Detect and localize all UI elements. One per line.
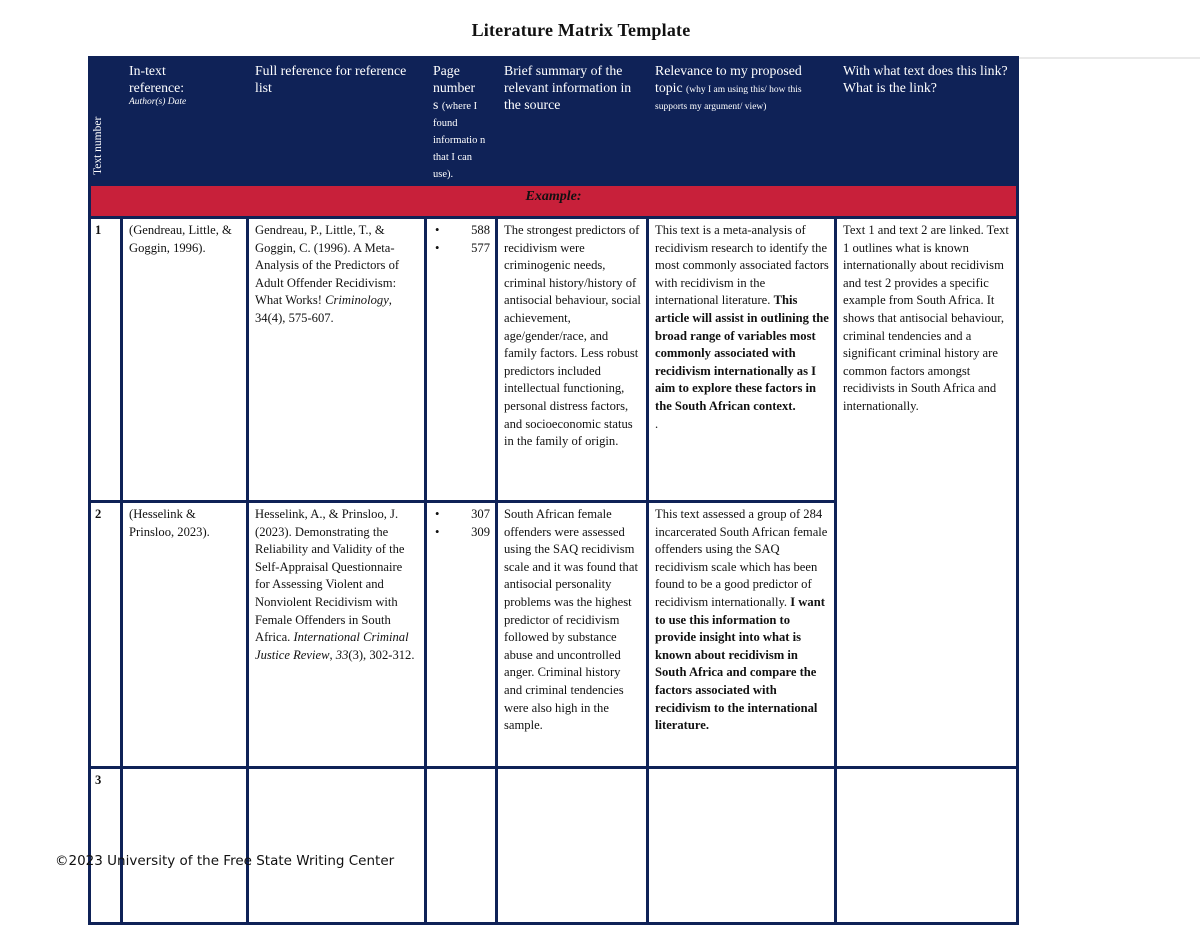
- row-empty-cell: [836, 768, 1018, 924]
- row-relevance-text: This text is a meta-analysis of recidivism research to identify the most commonly associated factors with recidivism in the international literature.: [655, 223, 829, 308]
- row-intext: (Gendreau, Little, & Goggin, 1996).: [122, 218, 248, 502]
- literature-matrix-table: [88, 56, 1019, 925]
- header-page-number-s: s: [433, 97, 439, 112]
- row-summary: The strongest predictors of recidivism were criminogenic needs, criminal history/history of antisocial behaviour, social achievement, age/gender/race, and family factors. Less robust predictors included intellectual functioning, personal distress factors, and socioeconomic status in the family of origin.: [497, 218, 648, 502]
- row-empty-cell: [248, 768, 426, 924]
- row-empty-cell: [122, 768, 248, 924]
- header-intext-line1: In-text: [129, 63, 166, 78]
- page-number: • 309: [471, 524, 490, 539]
- row-full-ref-text: Gendreau, P., Little, T., & Goggin, C. (1996). A Meta-Analysis of the Predictors of Adult Offender Recidivism: What Works!: [255, 223, 400, 308]
- row-summary: South African female offenders were assessed using the SAQ recidivism scale and it was found that antisocial personality problems was the highest predictor of recidivism followed by substance abuse and uncontrolled anger. Criminal history and criminal tendencies were also high in the sample.: [497, 502, 648, 768]
- header-link-line1: With what text does this link?: [843, 63, 1008, 78]
- row-pages: [426, 502, 497, 768]
- header-relevance: [648, 58, 836, 185]
- header-intext-sub: Author(s) Date: [129, 97, 187, 107]
- row-relevance-emphasis: This article will assist in outlining the broad range of variables most commonly associated with recidivism internationally as I aim to explore these factors in the South African context.: [655, 293, 829, 413]
- page-title: Literature Matrix Template: [471, 20, 691, 40]
- header-full-ref: Full reference for reference list: [248, 58, 426, 185]
- row-full-ref-tail: (3), 302-312.: [348, 647, 415, 662]
- row-number: 2: [90, 502, 122, 768]
- row-full-ref-tail: , 34(4), 575-607.: [255, 293, 392, 325]
- row-intext: (Hesselink & Prinsloo, 2023).: [122, 502, 248, 768]
- footer-copyright: ©2023 University of the Free State Writing Center: [55, 853, 395, 869]
- row-relevance: [648, 502, 836, 768]
- header-intext-line2: reference:: [129, 80, 185, 95]
- row-number: 3: [90, 768, 122, 924]
- row-relevance: [648, 218, 836, 502]
- row-relevance-tail: .: [655, 416, 659, 431]
- row-full-ref-text: Hesselink, A., & Prinsloo, J. (2023). Demonstrating the Reliability and Validity of the Self-Appraisal Questionnaire for Assessing Violent and Nonviolent Recidivism with Female Offenders in South Africa.: [255, 507, 405, 645]
- row-pages: [426, 218, 497, 502]
- row-full-ref-journal: Criminology: [325, 293, 389, 308]
- table-header-row: [90, 58, 1018, 185]
- row-empty-cell: [426, 768, 497, 924]
- row-full-ref: [248, 502, 426, 768]
- header-page-number-sub: (where I found informatio n that I can use).: [433, 101, 486, 180]
- header-page-number: [426, 58, 497, 185]
- table-row: [90, 218, 1018, 502]
- example-label: Example:: [90, 185, 1018, 218]
- header-text-number-label: Text number: [92, 116, 104, 175]
- header-link-line2: What is the link?: [843, 80, 937, 95]
- row-relevance-emphasis: I want to use this information to provide insight into what is known about recidivism in South Africa and compare the factors associated with recidivism to the international literature.: [655, 594, 825, 733]
- header-relevance-sub: (why I am using this/ how this supports my argument/ view): [655, 85, 802, 112]
- row-empty-cell: [648, 768, 836, 924]
- header-page-number-label: Page number: [433, 63, 476, 95]
- table-row: [90, 768, 1018, 924]
- page-number: • 307: [471, 507, 490, 521]
- row-full-ref-mid: ,: [329, 647, 336, 662]
- header-summary: Brief summary of the relevant information in the source: [497, 58, 648, 185]
- row-full-ref-journal: International Criminal Justice Review: [255, 630, 409, 662]
- page-number: • 577: [471, 240, 490, 255]
- page-item: [433, 506, 490, 524]
- row-relevance-text: This text assessed a group of 284 incarcerated South African female offenders using the SAQ recidivism scale which has been found to be a good predictor of recidivism internationally.: [655, 507, 828, 609]
- header-intext: [122, 58, 248, 185]
- row-full-ref: [248, 218, 426, 502]
- header-text-number: [90, 58, 122, 185]
- example-row: [90, 185, 1018, 218]
- row-number: 1: [90, 218, 122, 502]
- row-empty-cell: [497, 768, 648, 924]
- header-link: [836, 58, 1018, 185]
- header-relevance-label: Relevance to my proposed topic: [655, 63, 802, 95]
- ruler-line: [1016, 57, 1200, 59]
- row-link: Text 1 and text 2 are linked. Text 1 outlines what is known internationally about recidivism and test 2 provides a specific example from South Africa. It shows that antisocial behaviour, criminal tendencies and a significant criminal history are common factors amongst recidivists in South Africa and internationally.: [836, 218, 1018, 768]
- page-number: • 588: [471, 223, 490, 237]
- page-item: [433, 240, 490, 258]
- page-item: [433, 524, 490, 542]
- page-item: [433, 222, 490, 240]
- row-full-ref-volume: 33: [335, 647, 349, 662]
